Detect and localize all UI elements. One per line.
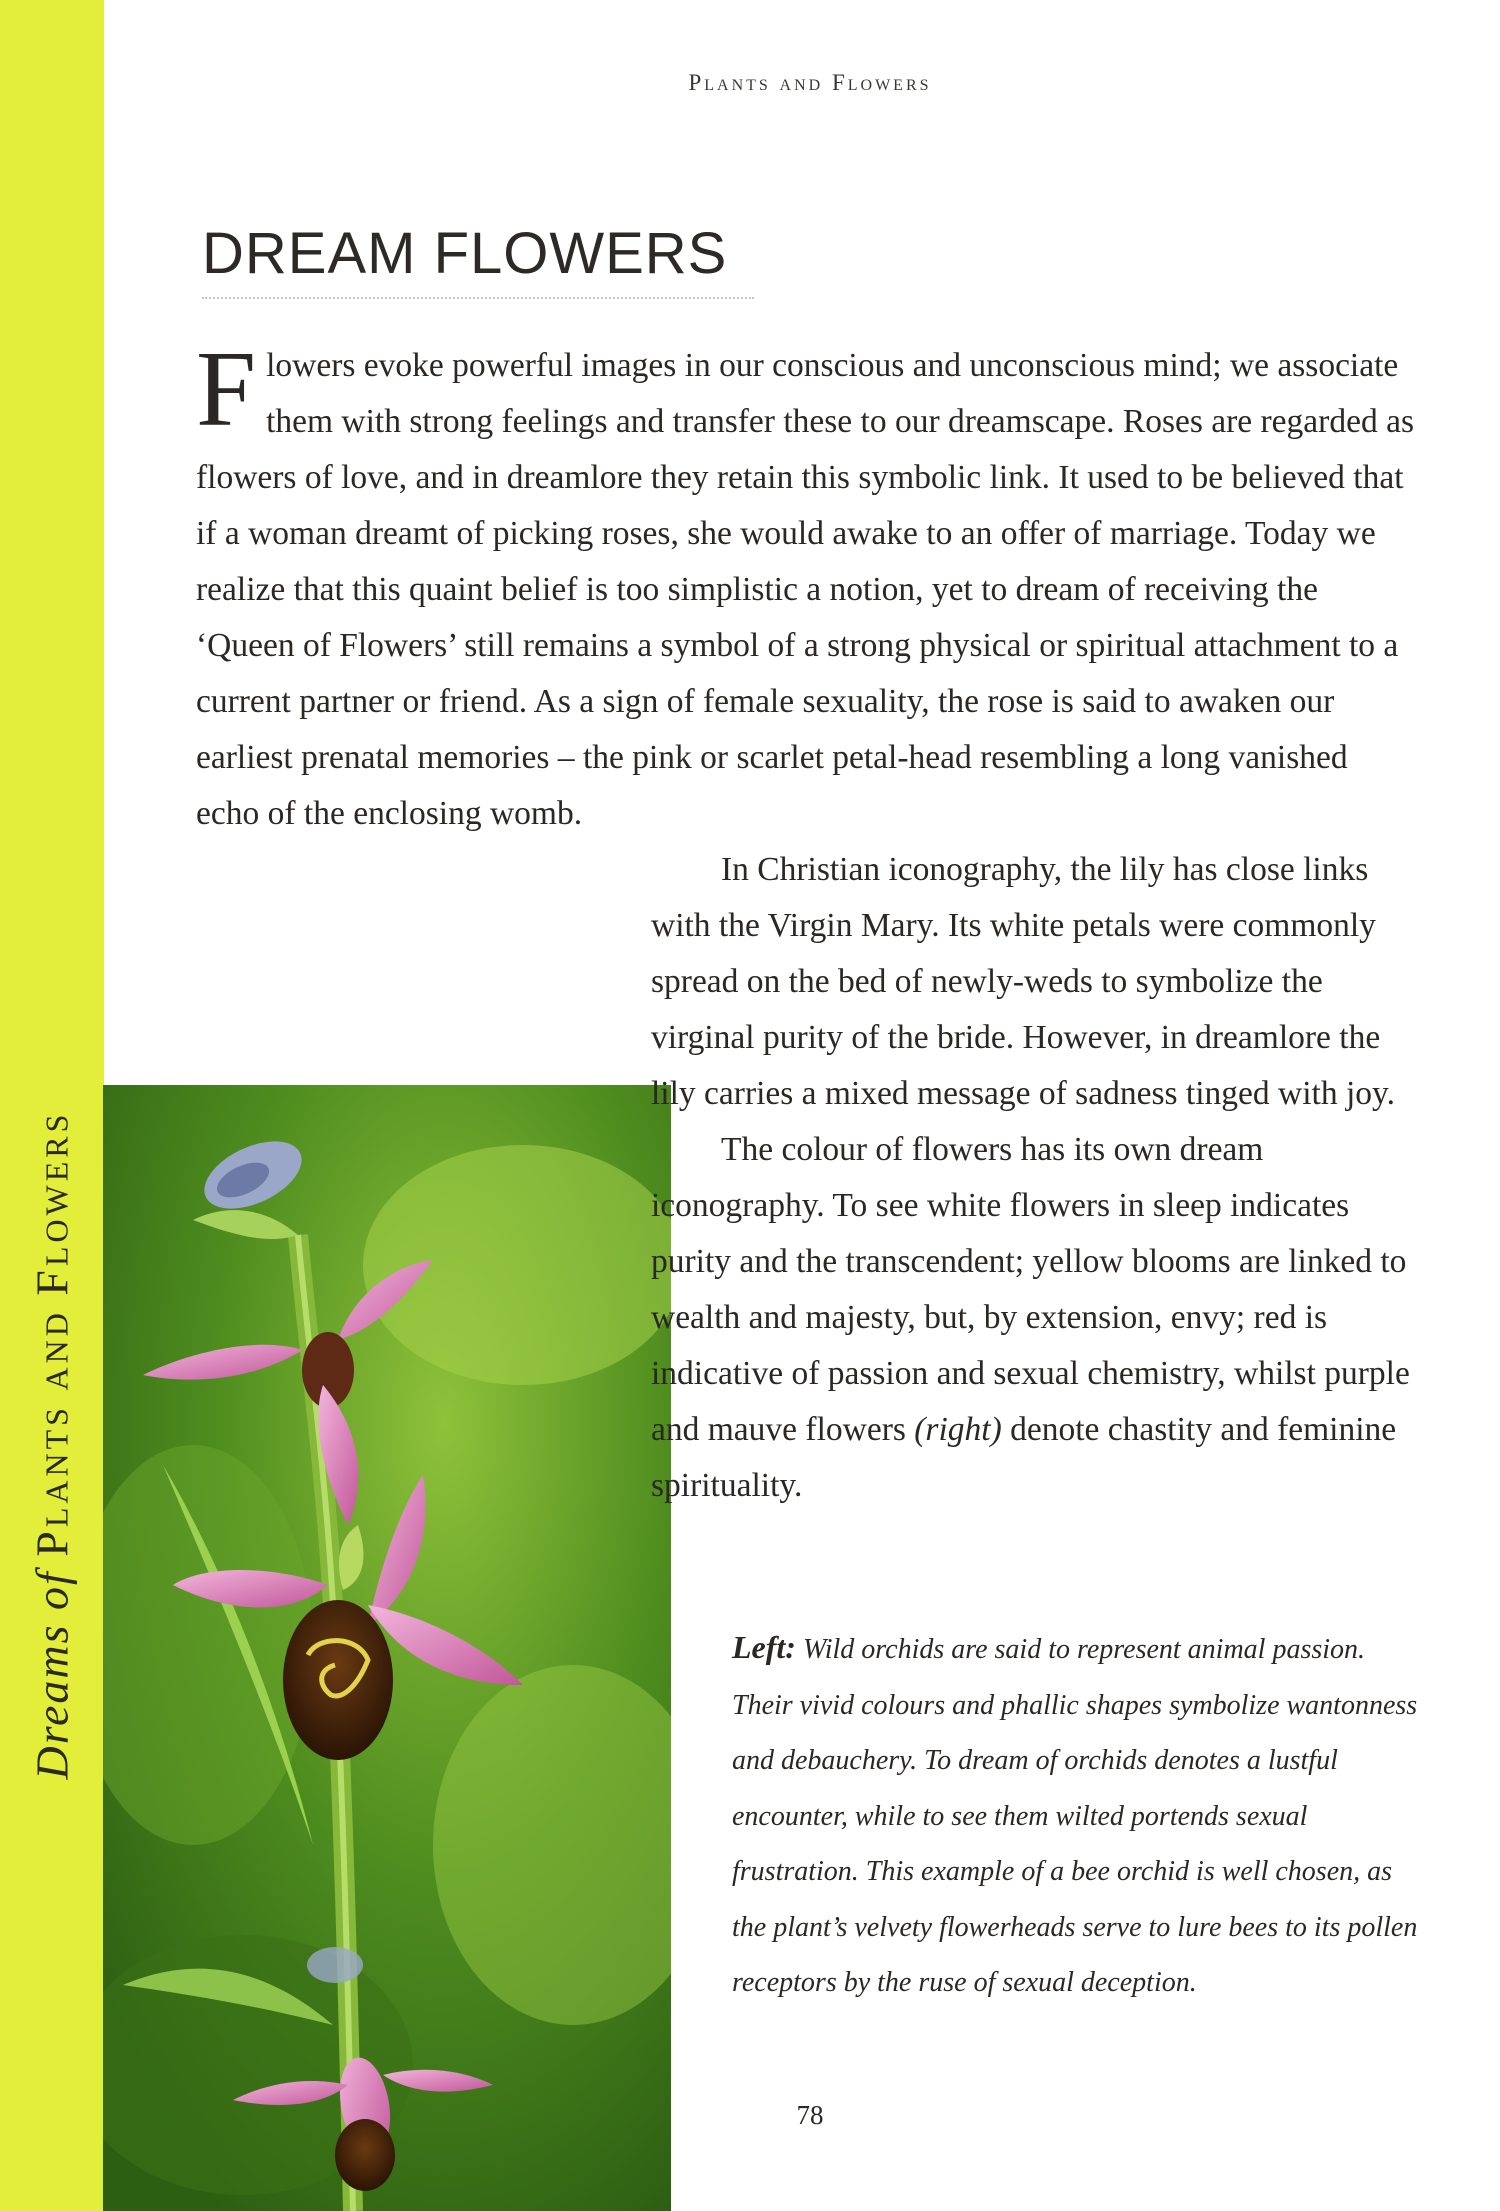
paragraph-colour-text-a: The colour of flowers has its own dream iconography. To see white flowers in sleep indicates purity and the transcendent; yellow blooms are linked to wealth and majesty, but, by extension, envy; red is indicative of passion and sexual chemistry, whilst purple and mauve flowers xyxy=(651,1131,1410,1448)
spine-title xyxy=(26,1111,79,1780)
paragraph-lily xyxy=(196,842,1418,1122)
spine-word-and: and xyxy=(26,1309,78,1391)
page-number: 78 xyxy=(796,2100,824,2130)
caption-text: Wild orchids are said to represent animal passion. Their vivid colours and phallic shapes symbolize wantonness and debauchery. To dream of orchids denotes a lustful encounter, while to see them wilted portends sexual frustration. This example of a bee orchid is well chosen, as the plant’s velvety flowerheads serve to lure bees to its pollen receptors by the ruse of sexual deception. xyxy=(732,1634,1418,1998)
caption-lead: Left: xyxy=(732,1629,796,1665)
paragraph-roses xyxy=(196,330,1418,842)
paragraph-colour-text-b: denote chastity and feminine spirituality. xyxy=(651,1411,1397,1504)
running-head: Plants and Flowers xyxy=(688,70,932,95)
spine-word-flowers: Flowers xyxy=(26,1110,78,1296)
spine-word-plants: Plants xyxy=(26,1404,78,1557)
photo-wrap-space xyxy=(103,842,651,1957)
paragraph-colour-aside: (right) xyxy=(914,1411,1002,1448)
paragraph-lily-text: In Christian iconography, the lily has close links with the Virgin Mary. Its white petals were commonly spread on the bed of newly-weds to symbolize the virginal purity of the bride. However, in dreamlore the lily carries a mixed message of sadness tinged with joy. xyxy=(651,851,1395,1112)
spine-band xyxy=(0,0,104,2211)
spine-word-of: of xyxy=(26,1570,78,1610)
paragraph-roses-text: lowers evoke powerful images in our conscious and unconscious mind; we associate them with strong feelings and transfer these to our dreamscape. Roses are regarded as flowers of love, and in dreamlore they retain this symbolic link. It used to be believed that if a woman dreamt of picking roses, she would awake to an offer of marriage. Today we realize that this quaint belief is too simplistic a notion, yet to dream of receiving the ‘Queen of Flowers’ still remains a symbol of a strong physical or spiritual attachment to a current partner or friend. As a sign of female sexuality, the rose is said to awaken our earliest prenatal memories – the pink or scarlet petal-head resembling a long vanished echo of the enclosing womb. xyxy=(196,347,1414,832)
title-rule xyxy=(202,297,754,299)
page-title: DREAM FLOWERS xyxy=(202,221,728,286)
spine-word-dreams: Dreams xyxy=(26,1623,78,1780)
photo-caption xyxy=(732,1620,1422,2011)
drop-cap: F xyxy=(196,330,257,449)
